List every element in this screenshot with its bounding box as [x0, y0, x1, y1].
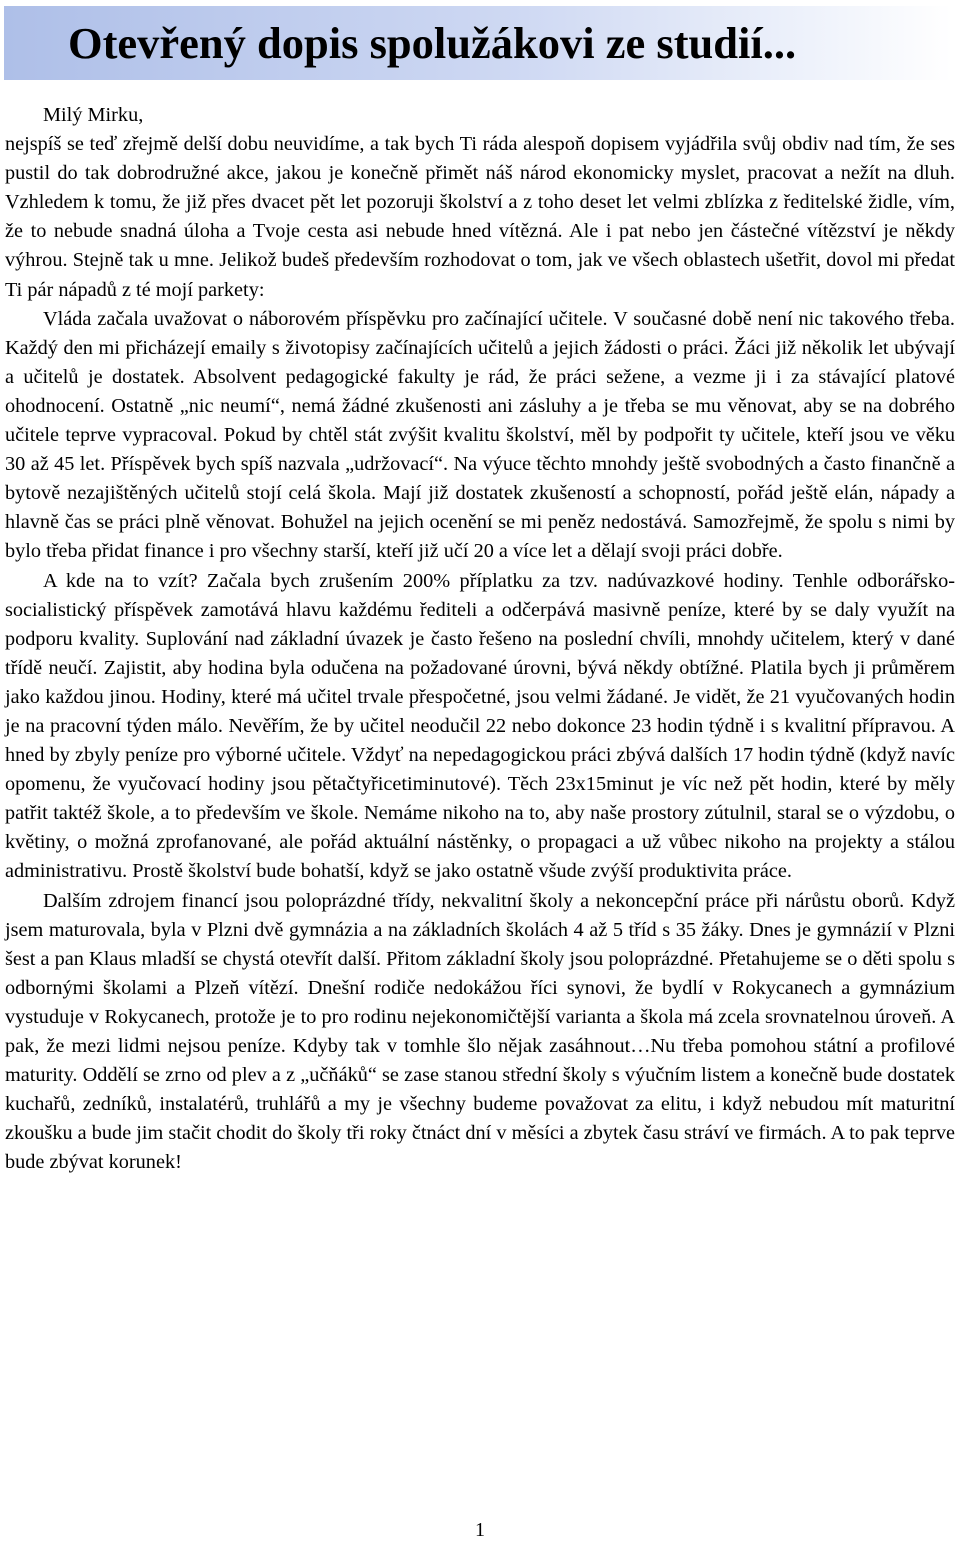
page-number: 1: [475, 1519, 485, 1541]
salutation: Milý Mirku,: [43, 104, 144, 126]
paragraph-funding: A kde na to vzít? Začala bych zrušením 200% příplatku za tzv. nadúvazkové hodiny. Tenhle odborářsko-socialistický příspěvek zamotává hlavu každému řediteli a odčerpává masivně peníze, které by se daly využít na podporu kvality. Suplování nad základní úvazek je často řešeno na poslední chvíli, mnohdy učitelem, který v dané třídě neučí. Zajistit, aby hodina byla odučena na požadované úrovni, bývá někdy obtížné. Platila bych ji průměrem jako každou jinou. Hodiny, které má učitel trvale přespočetné, jsou velmi žádané. Je vidět, že 21 vyučovaných hodin je na pracovní týden málo. Nevěřím, že by učitel neodučil 22 nebo dokonce 23 hodin týdně i s kvalitní přípravou. A hned by zbyly peníze pro výborné učitele. Vždyť na nepedagogickou práci zbývá dalších 17 hodin týdně (když navíc opomenu, že vyučovací hodiny jsou pětačtyřicetiminutové). Těch 23x15minut je víc než pět hodin, které by měly patřit taktéž škole, a to především ve škole. Nemáme nikoho na to, aby naše prostory zútulnil, staral se o výzdobu, o květiny, o možná zprofanované, ale pořád aktuální nástěnky, o propagaci a už vůbec nikoho na projekty a stálou administrativu. Prostě školství bude bohatší, když se jako ostatně všude zvýší produktivita práce.: [5, 569, 955, 883]
letter-body: [5, 101, 955, 1177]
document-title: Otevřený dopis spolužákovi ze studií...: [68, 18, 797, 68]
paragraph-intro: nejspíš se teď zřejmě delší dobu neuvidíme, a tak bych Ti ráda alespoň dopisem vyjádřila svůj obdiv nad tím, že ses pustil do tak dobrodružné akce, jakou je konečně přimět náš národ ekonomicky myslet, pracovat a nežít na dluh. Vzhledem k tomu, že již přes dvacet pět let pozoruji školství a z toho deset let velmi zblízka z ředitelské židle, vím, že to nebude snadná úloha a Tvoje cesta asi nebude hned vítězná. Ale i pat nebo jen částečné vítězství je někdy výhrou. Stejně tak u mne. Jelikož budeš především rozhodovat o tom, jak ve všech oblastech ušetřit, dovol mi předat Ti pár nápadů z té mojí parkety:: [5, 133, 955, 301]
paragraph-recruitment: Vláda začala uvažovat o náborovém příspěvku pro začínající učitele. V současné době není nic takového třeba. Každý den mi přicházejí emaily s životopisy začínajících učitelů a jejich žádosti o práci. Žáci již několik let ubývají a učitelů je dostatek. Absolvent pedagogické fakulty je rád, že práci sežene, a vezme ji i za stávající platové ohodnocení. Ostatně „nic neumí“, nemá žádné zkušenosti ani zásluhy a je třeba se mu věnovat, aby se na dobrého učitele teprve vypracoval. Pokud by chtěl stát zvýšit kvalitu školství, měl by podpořit ty učitele, kteří jsou ve věku 30 až 45 let. Příspěvek bych spíš nazvala „udržovací“. Na výuce těchto mnohdy ještě svobodných a často finančně a bytově nezajištěných učitelů stojí celá škola. Mají již dostatek zkušeností a schopností, pořád ještě elán, nápady a hlavně čas se práci plně věnovat. Bohužel na jejich ocenění se mi peněz nedostává. Samozřejmě, že spolu s nimi by bylo třeba přidat finance i pro všechny starší, kteří již učí 20 a více let a dělají svoji práci dobře.: [5, 307, 955, 563]
paragraph-classes: Dalším zdrojem financí jsou poloprázdné třídy, nekvalitní školy a nekoncepční práce při nárůstu oborů. Když jsem maturovala, byla v Plzni dvě gymnázia a na základních školách 4 až 5 tříd s 35 žáky. Dnes je gymnázií v Plzni šest a pan Klaus mladší se chystá otevřít další. Přitom základní školy jsou poloprázdné. Přetahujeme se o děti spolu s odbornými školami a Plzeň vítězí. Dnešní rodiče nedokážou říci synovi, že bydlí v Rokycanech a gymnázium vystuduje v Rokycanech, protože je to pro rodinu nejekonomičtější varianta a škola má zcela srovnatelnou úroveň. A pak, že mezi lidmi nejsou peníze. Kdyby tak v tomhle šlo nějak zasáhnout…Nu třeba pomohou státní a profilové maturity. Oddělí se zrno od plev a z „učňáků“ se zase stanou střední školy s výučním listem a konečně bude dostatek kuchařů, zedníků, instalatérů, truhlářů a my je všechny budeme považovat za elitu, i když nebudou mít maturitní zkoušku a bude jim stačit chodit do školy tři roky čtnáct dní v měsíci a zbytek času stráví ve firmách. A to pak teprve bude zbývat korunek!: [5, 889, 955, 1174]
